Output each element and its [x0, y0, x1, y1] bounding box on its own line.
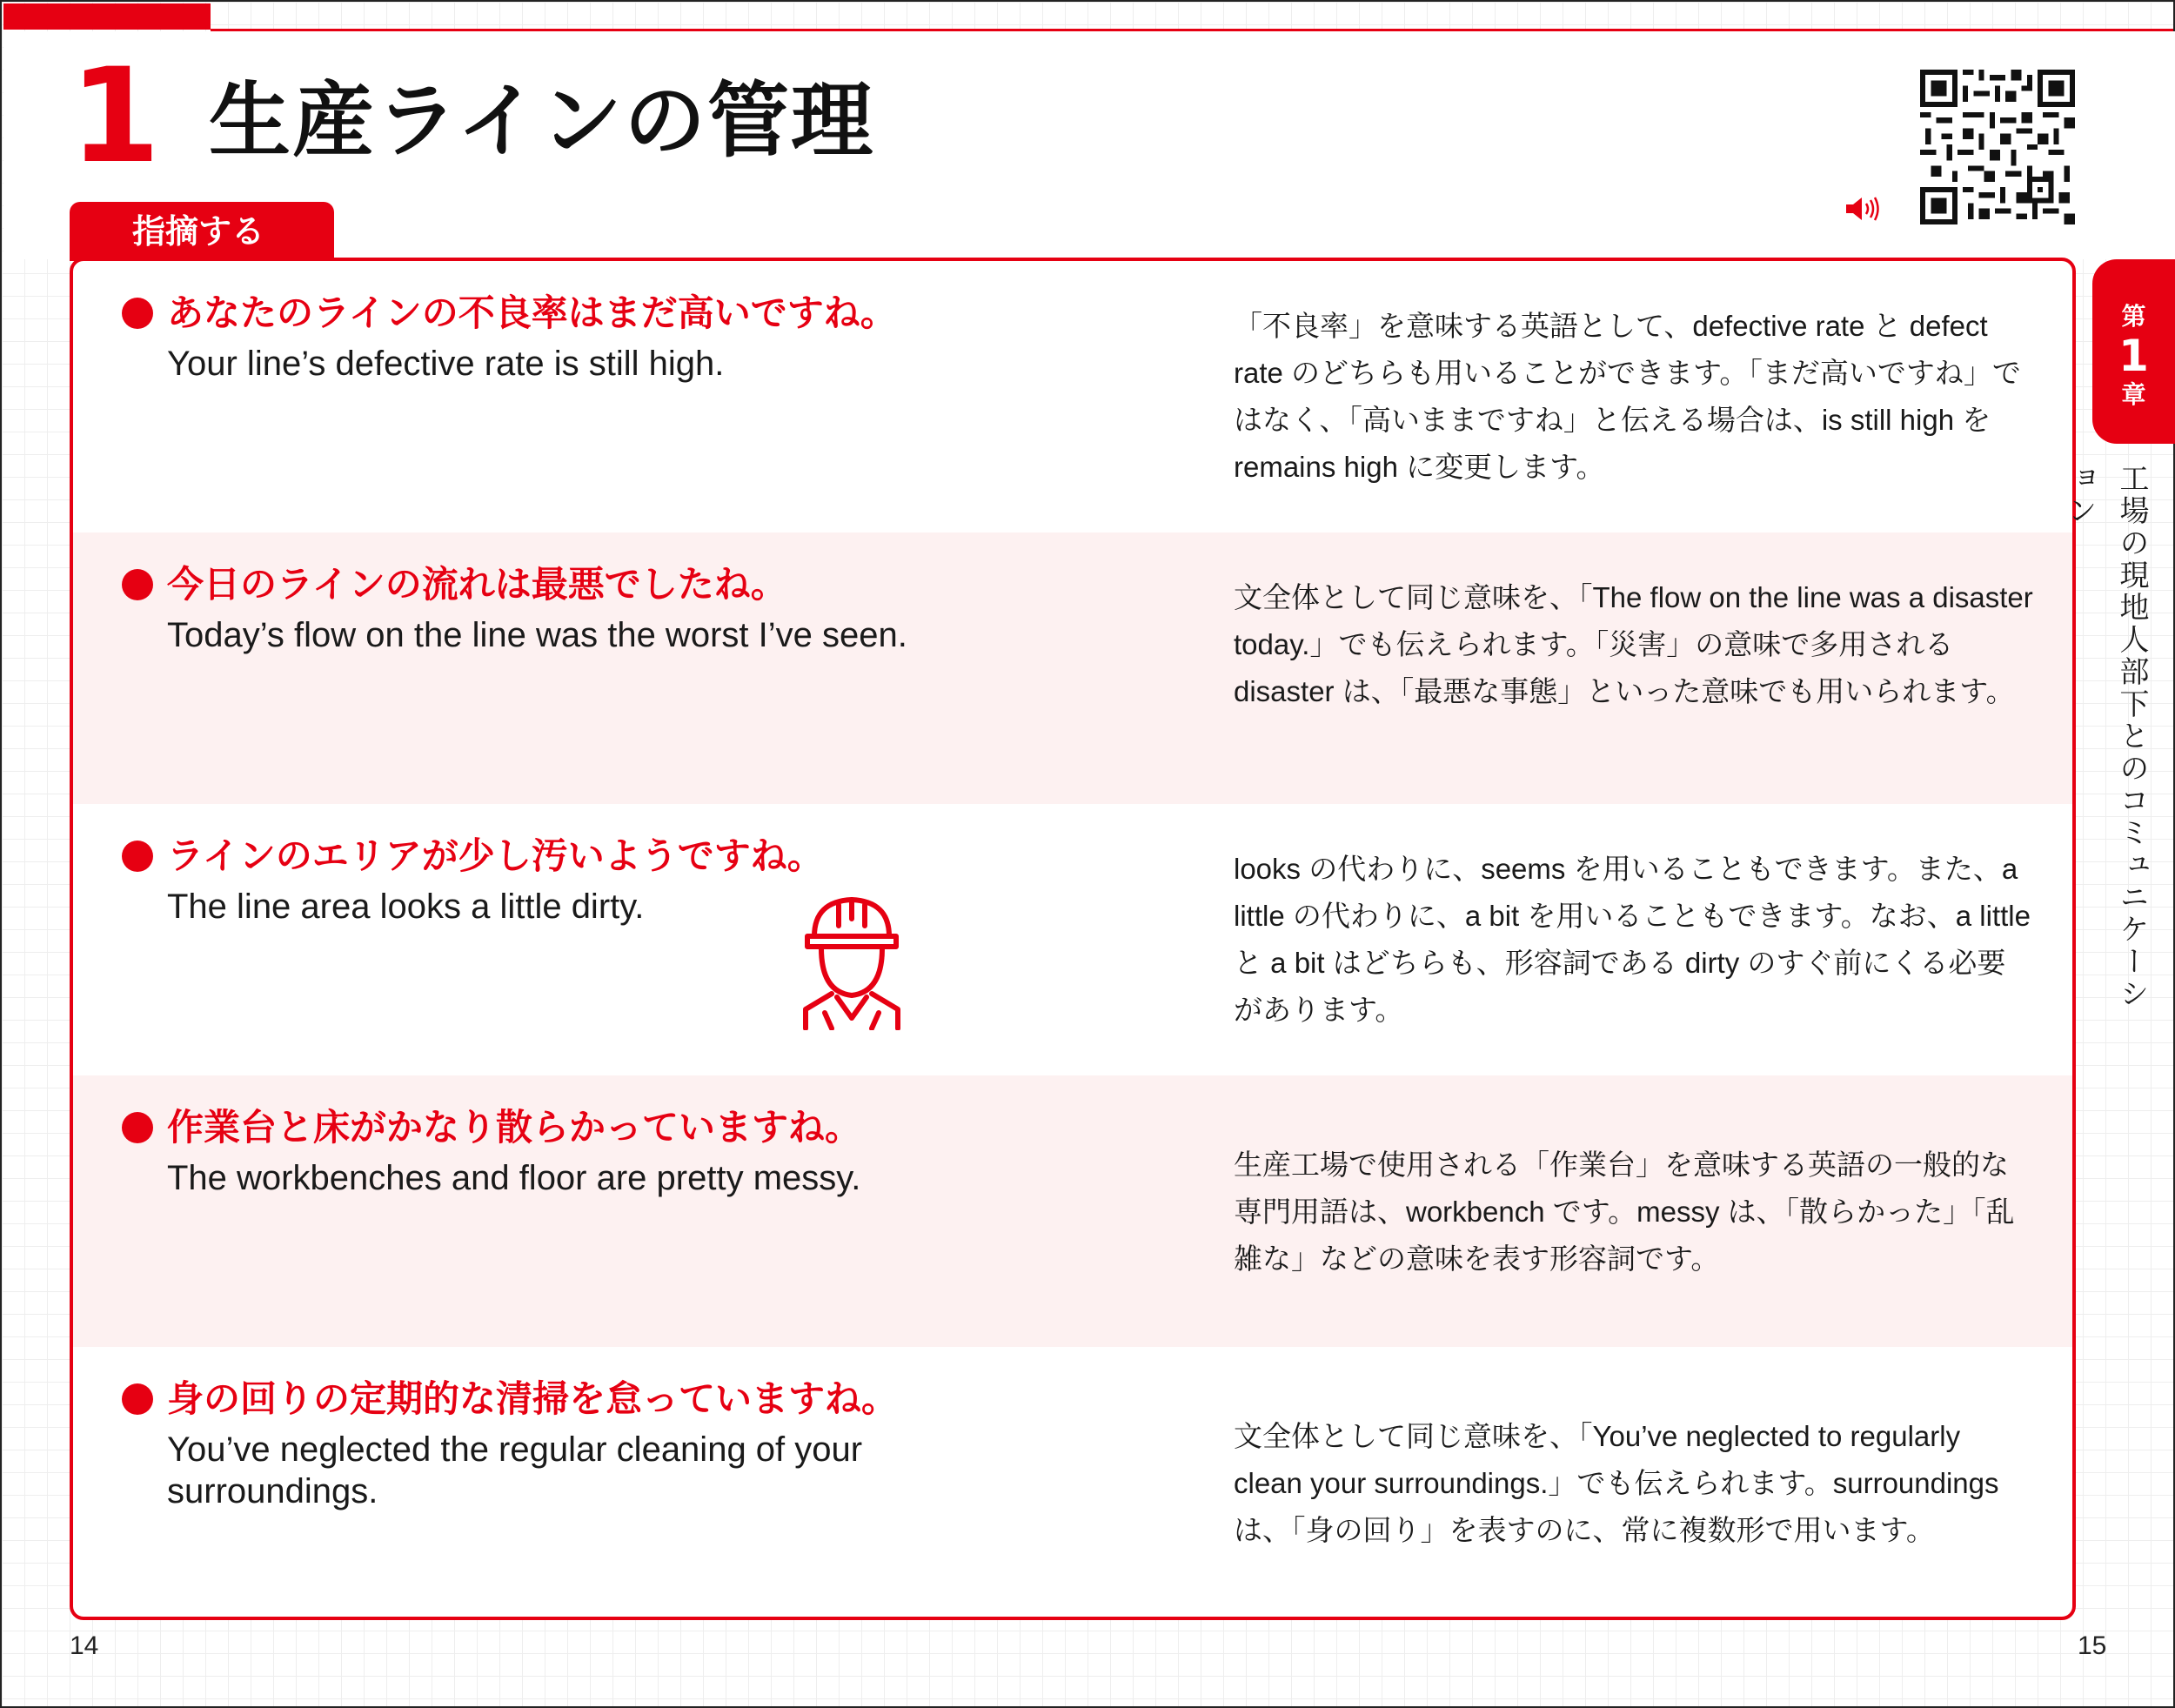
phrase-note: 文全体として同じ意味を、「You’ve neglected to regularly clean your surroundings.」でも伝えられます。surroundings は、「身の回り」を表すのに、常に複数形で用います。	[1234, 1420, 1999, 1546]
phrase-row-2	[73, 532, 2072, 804]
chapter-tab[interactable]	[2092, 259, 2175, 444]
page-number-right: 15	[2078, 1631, 2107, 1660]
chapter-title: 工場の現地人部下とのコミュニケーション	[2062, 463, 2149, 1010]
worker-helmet-icon	[795, 891, 908, 1030]
phrase-japanese-text: 今日のラインの流れは最悪でしたね。	[167, 563, 787, 606]
phrase-row-1	[73, 261, 2072, 532]
page-title: 生産ラインの管理	[209, 74, 875, 169]
phrase-japanese	[122, 1373, 1166, 1425]
bullet-dot	[122, 1112, 153, 1143]
chapter-tab-suffix: 章	[2121, 380, 2146, 409]
phrase-note: 文全体として同じ意味を、「The flow on the line was a disaster today.」でも伝えられます。「災害」の意味で多用される disaster は、「最悪な事態」といった意味でも用いられます。	[1234, 581, 2033, 707]
phrase-english: The workbenches and floor are pretty messy.	[167, 1159, 861, 1197]
chapter-tab-number: 1	[2118, 331, 2149, 381]
phrase-row-3	[73, 804, 2072, 1075]
phrase-english: Your line’s defective rate is still high.	[167, 345, 725, 383]
phrase-japanese-text: 作業台と床がかなり散らかっていますね。	[167, 1106, 862, 1149]
phrase-row-5	[73, 1347, 2072, 1618]
phrase-english: The line area looks a little dirty.	[167, 887, 645, 926]
phrase-japanese	[122, 287, 1166, 339]
phrase-japanese	[122, 830, 1166, 882]
phrase-row-4	[73, 1075, 2072, 1347]
phrase-note: looks の代わりに、seems を用いることもできます。また、a little の代わりに、a bit を用いることもできます。なお、a little と a bit はどちらも、形容詞である dirty のすぐ前にくる必要があります。	[1234, 853, 2031, 1026]
qr-code-graphic	[1920, 70, 2075, 224]
speaker-icon[interactable]	[1844, 195, 1881, 223]
phrase-japanese-text: ラインのエリアが少し汚いようですね。	[167, 834, 824, 877]
phrase-english: Today’s flow on the line was the worst I’ve seen.	[167, 616, 907, 654]
phrase-note: 「不良率」を意味する英語として、defective rate と defect rate のどちらも用いることができます。「まだ高いですね」ではなく、「高いままですね」と伝える場合は、is still high を remains high に変更します。	[1234, 310, 2021, 483]
phrase-japanese-text: あなたのラインの不良率はまだ高いですね。	[167, 291, 897, 334]
phrase-japanese	[122, 559, 1166, 611]
bullet-dot	[122, 841, 153, 872]
phrase-list	[70, 258, 2076, 1620]
section-number: 1	[70, 41, 161, 192]
chapter-tab-prefix: 第	[2121, 302, 2146, 331]
phrase-japanese	[122, 1102, 1166, 1154]
bullet-dot	[122, 569, 153, 600]
qr-code[interactable]	[1920, 70, 2075, 224]
bullet-dot	[122, 1383, 153, 1415]
phrase-japanese-text: 身の回りの定期的な清掃を怠っていますね。	[167, 1377, 899, 1420]
phrase-note: 生産工場で使用される「作業台」を意味する英語の一般的な専門用語は、workbench です。messy は、「散らかった」「乱雑な」などの意味を表す形容詞です。	[1234, 1149, 2015, 1275]
top-accent-bar	[3, 3, 211, 30]
phrase-english: You’ve neglected the regular cleaning of your surroundings.	[167, 1430, 863, 1510]
category-tab: 指摘する	[70, 202, 334, 261]
page-number-left: 14	[70, 1631, 99, 1660]
bullet-dot	[122, 298, 153, 329]
